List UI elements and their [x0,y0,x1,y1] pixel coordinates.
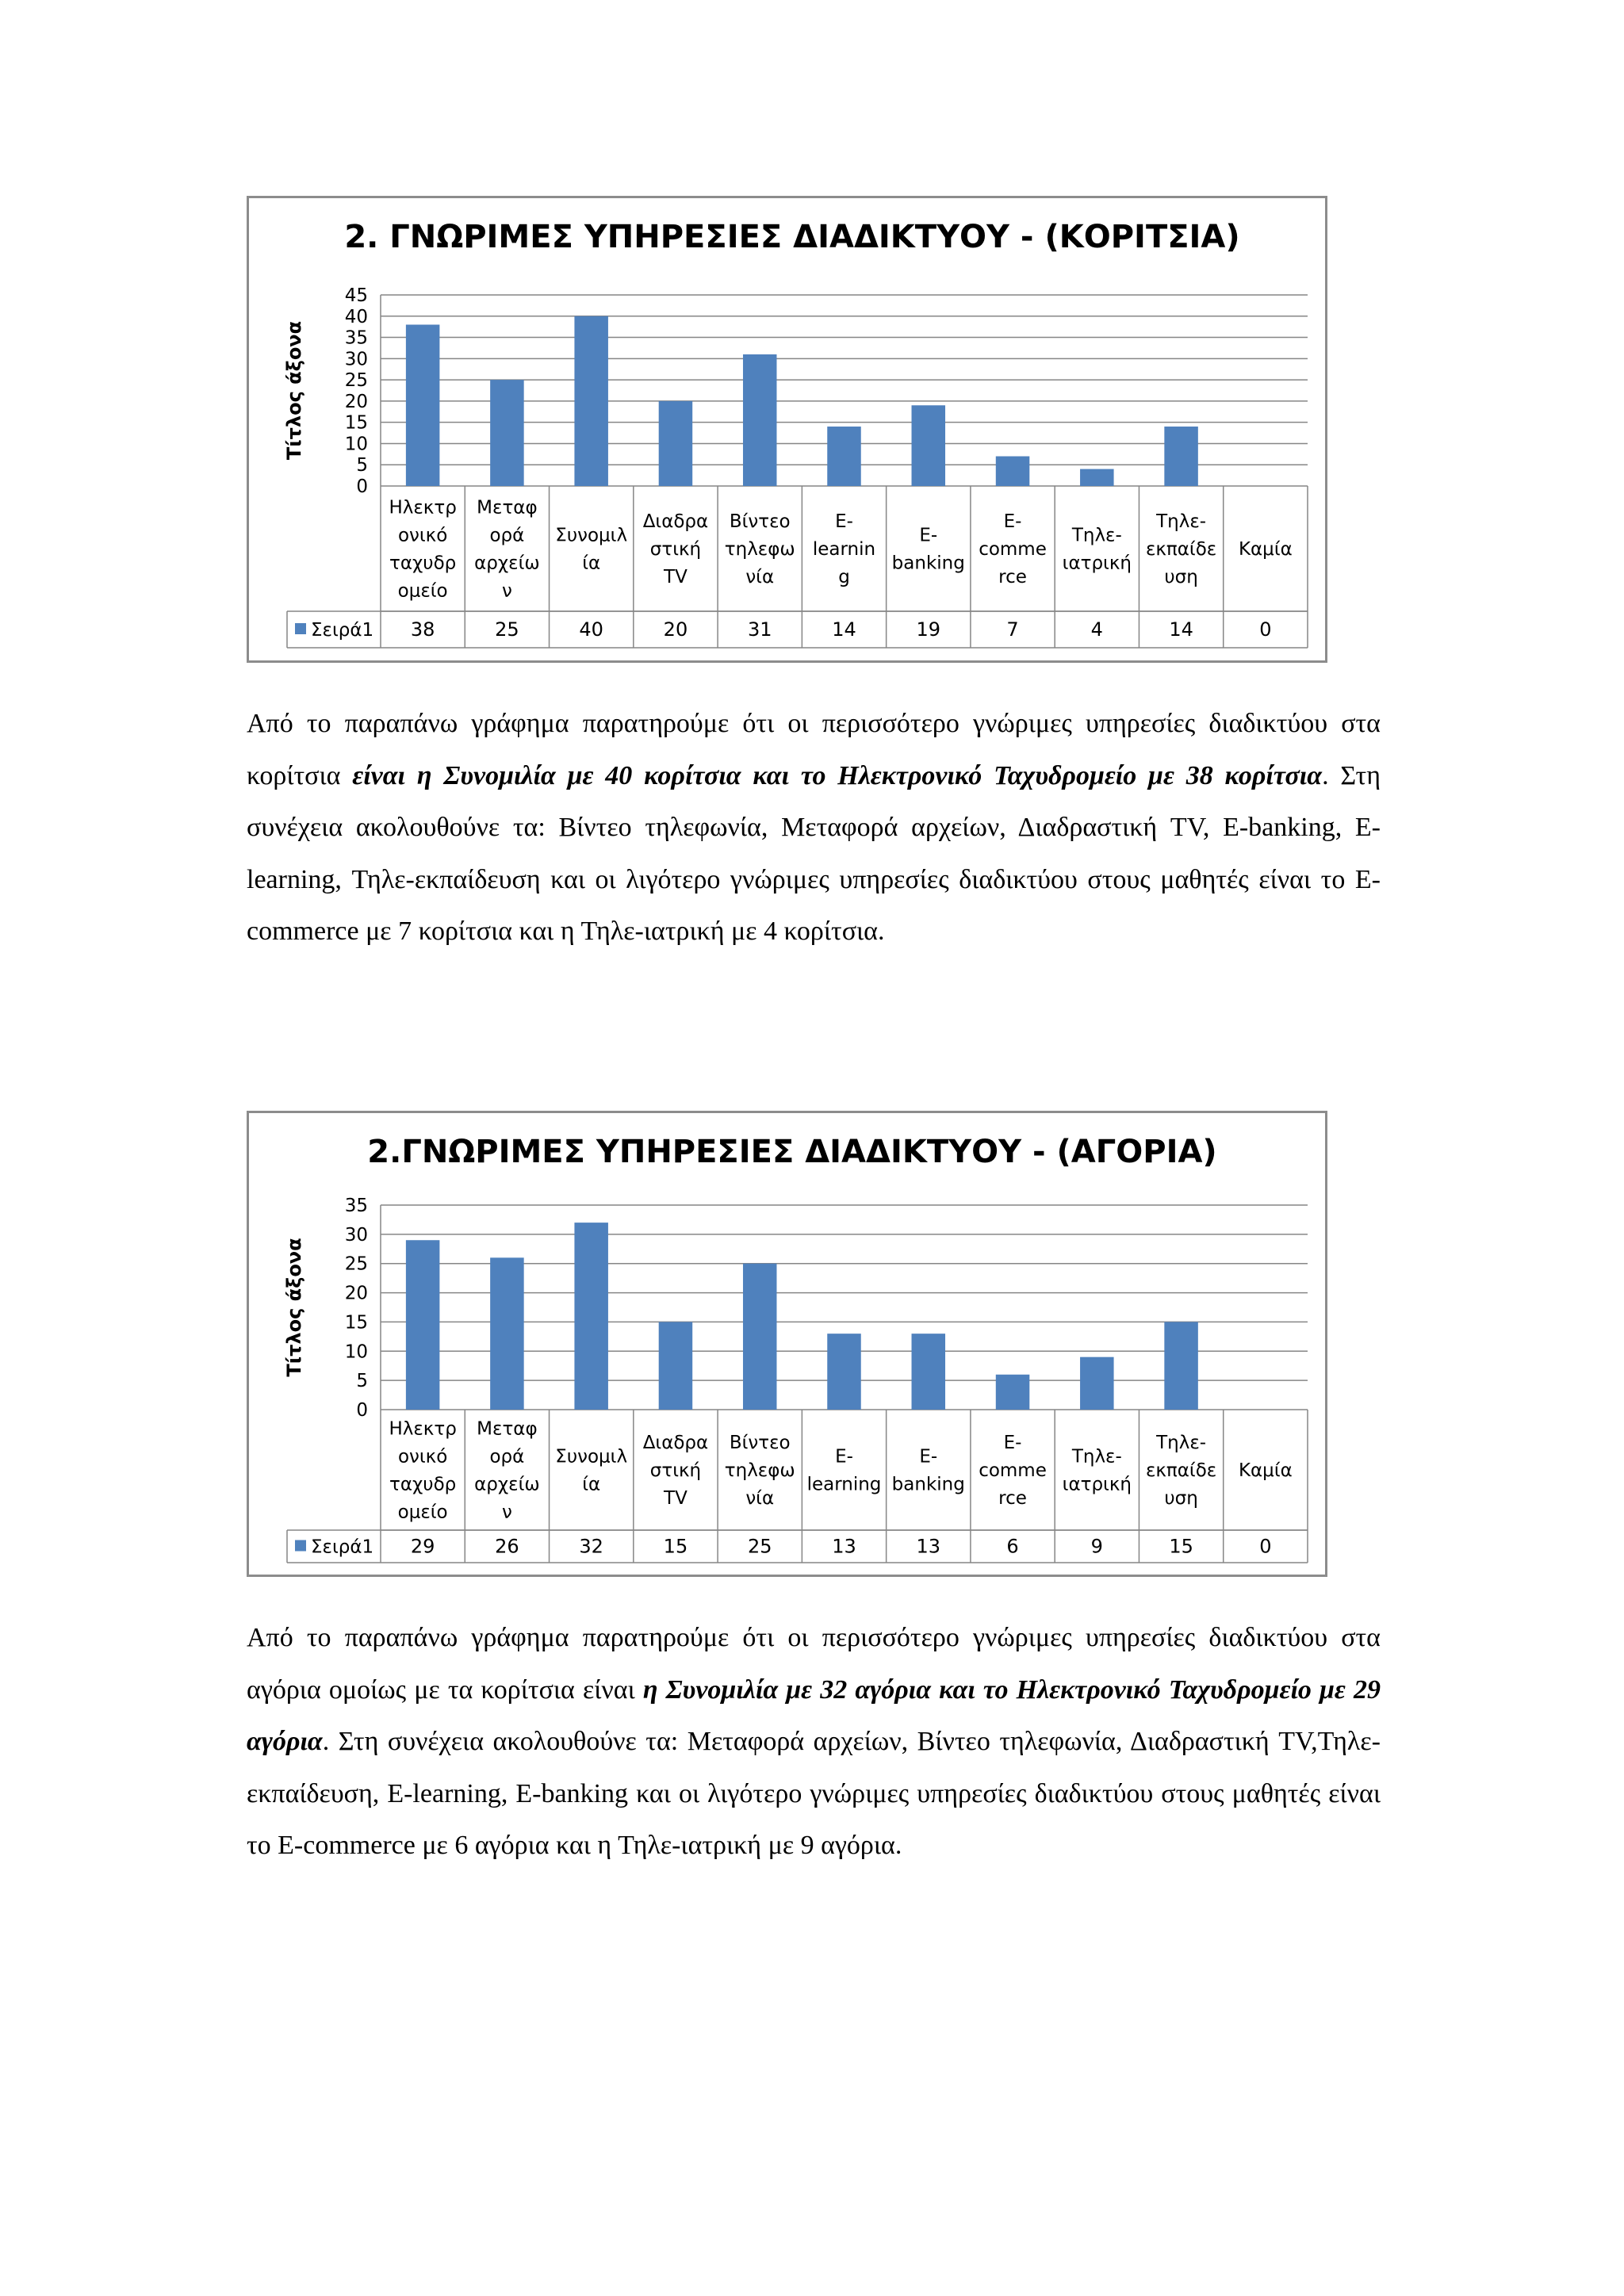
paragraph-girls-lead: Από το παραπάνω γράφημα παρατηρούμε ότι οι περισσότερο γνώριμες υπηρεσίες διαδικτύου στα κορίτσια [247,709,1381,790]
data-label: 40 [579,618,603,641]
y-tick-label: 20 [344,1283,368,1304]
chart-boys-svg [249,1113,1325,1575]
bar [1164,427,1198,486]
bar [574,1223,608,1410]
data-label: 20 [663,618,688,641]
bar [490,380,524,486]
data-label: 13 [916,1535,941,1558]
x-tick-label: Τηλε-ιατρική [1062,1446,1132,1495]
data-label: 0 [1259,618,1272,641]
chart-title: 2.ΓΝΩΡΙΜΕΣ ΥΠΗΡΕΣΙΕΣ ΔΙΑΔΙΚΤΥΟΥ - (ΑΓΟΡΙΑ) [367,1134,1217,1170]
x-tick-label: Βίντεο τηλεφω νία [724,511,795,587]
x-tick-label: Ηλεκτρ ονικό ταχυδρ ομείο [389,1418,457,1523]
y-tick-label: 5 [356,1371,368,1392]
data-label: 32 [579,1535,603,1558]
data-label: 26 [495,1535,519,1558]
legend-key [295,623,306,634]
x-tick-label: E-banking [891,525,965,574]
data-label: 15 [663,1535,688,1558]
y-axis-label: Τίτλος άξονα [283,1238,305,1377]
x-tick-label: Διαδρα στική TV [642,1433,709,1509]
x-tick-label: Βίντεο τηλεφω νία [724,1433,795,1509]
paragraph-boys-emphasis: η Συνομιλία με 32 αγόρια και το Ηλεκτρονικό Ταχυδρομείο με 29 αγόρια [247,1674,1381,1756]
x-tick-label: Ηλεκτρ ονικό ταχυδρ ομείο [389,497,457,602]
data-label: 19 [916,618,941,641]
bar [659,401,693,486]
x-tick-label: E-comme rce [979,511,1047,587]
y-tick-label: 0 [356,476,368,497]
data-label: 38 [410,618,435,641]
bar [1080,469,1114,486]
bar [659,1322,693,1410]
bar [1080,1357,1114,1410]
paragraph-boys-rest: . Στη συνέχεια ακολουθούνε τα: Μεταφορά αρχείων, Βίντεο τηλεφωνία, Διαδραστική TV,Τηλε-εκπαίδευση, E-learning, E-banking και οι λιγότερο γνώριμες υπηρεσίες διαδικτύου στους μαθητές είναι το E-commerce με 6 αγόρια και η Τηλε-ιατρική με 9 αγόρια. [247,1727,1381,1860]
data-label: 14 [832,618,856,641]
y-tick-label: 10 [344,434,368,455]
y-tick-label: 35 [344,1196,368,1216]
y-tick-label: 30 [344,349,368,370]
legend-label: Σειρά1 [311,620,374,641]
data-label: 14 [1169,618,1193,641]
bar [406,1240,440,1410]
x-tick-label: Συνομιλ ία [555,1446,628,1495]
x-tick-label: E-learnin g [812,511,876,587]
y-tick-label: 0 [356,1400,368,1421]
data-label: 7 [1006,618,1019,641]
bar [996,1375,1030,1410]
y-tick-label: 20 [344,391,368,412]
bar [490,1257,524,1410]
bar [912,405,946,486]
data-label: 15 [1169,1535,1193,1558]
data-label: 6 [1006,1535,1019,1558]
y-tick-label: 5 [356,455,368,476]
bar [827,1334,861,1410]
bar [743,1264,777,1410]
data-label: 25 [495,618,519,641]
paragraph-girls-rest: . Στη συνέχεια ακολουθούνε τα: Βίντεο τηλεφωνία, Μεταφορά αρχείων, Διαδραστική TV, E-banking, E-learning, Τηλε-εκπαίδευση και οι λιγότερο γνώριμες υπηρεσίες διαδικτύου στους μαθητές είναι το E-commerce με 7 κορίτσια και η Τηλε-ιατρική με 4 κορίτσια. [247,760,1381,946]
x-tick-label: Καμία [1238,539,1293,560]
data-label: 4 [1090,618,1103,641]
bar [827,427,861,486]
y-tick-label: 15 [344,1312,368,1334]
y-tick-label: 45 [344,285,368,306]
x-tick-label: Καμία [1238,1460,1293,1481]
chart-girls-svg [249,198,1325,660]
data-label: 29 [410,1535,435,1558]
x-tick-label: E-comme rce [979,1433,1047,1509]
y-tick-label: 15 [344,412,368,434]
x-tick-label: E-banking [891,1446,965,1495]
chart-girls [247,196,1327,663]
data-label: 25 [747,1535,772,1558]
legend-key [295,1540,306,1552]
bar [996,457,1030,486]
y-tick-label: 10 [344,1341,368,1363]
bar [406,324,440,486]
x-tick-label: Μεταφ ορά αρχείω ν [474,497,540,602]
y-tick-label: 25 [344,370,368,392]
paragraph-boys-lead: Από το παραπάνω γράφημα παρατηρούμε ότι οι περισσότερο γνώριμες υπηρεσίες διαδικτύου στα αγόρια ομοίως με τα κορίτσια είναι [247,1623,1381,1705]
paragraph-boys [247,1612,1381,1872]
chart-title: 2. ΓΝΩΡΙΜΕΣ ΥΠΗΡΕΣΙΕΣ ΔΙΑΔΙΚΤΥΟΥ - (ΚΟΡΙΤΣΙΑ) [344,219,1240,255]
paragraph-girls [247,698,1381,958]
y-tick-label: 25 [344,1253,368,1275]
x-tick-label: Διαδρα στική TV [642,511,709,587]
x-tick-label: Τηλε-ιατρική [1062,525,1132,574]
x-tick-label: E-learning [806,1446,882,1495]
bar [1164,1322,1198,1410]
data-label: 31 [747,618,772,641]
bar [574,316,608,486]
bar [743,354,777,486]
data-label: 9 [1090,1535,1103,1558]
data-label: 13 [832,1535,856,1558]
x-tick-label: Τηλε-εκπαίδε υση [1145,1433,1217,1509]
y-tick-label: 35 [344,327,368,349]
x-tick-label: Μεταφ ορά αρχείω ν [474,1418,540,1523]
data-label: 0 [1259,1535,1272,1558]
chart-boys [247,1111,1327,1577]
x-tick-label: Τηλε-εκπαίδε υση [1145,511,1217,587]
y-tick-label: 30 [344,1224,368,1246]
y-tick-label: 40 [344,306,368,327]
x-tick-label: Συνομιλ ία [555,525,628,574]
bar [912,1334,946,1410]
paragraph-girls-emphasis: είναι η Συνομιλία με 40 κορίτσια και το Ηλεκτρονικό Ταχυδρομείο με 38 κορίτσια [352,760,1323,790]
y-axis-label: Τίτλος άξονα [283,320,305,461]
legend-label: Σειρά1 [311,1536,374,1558]
